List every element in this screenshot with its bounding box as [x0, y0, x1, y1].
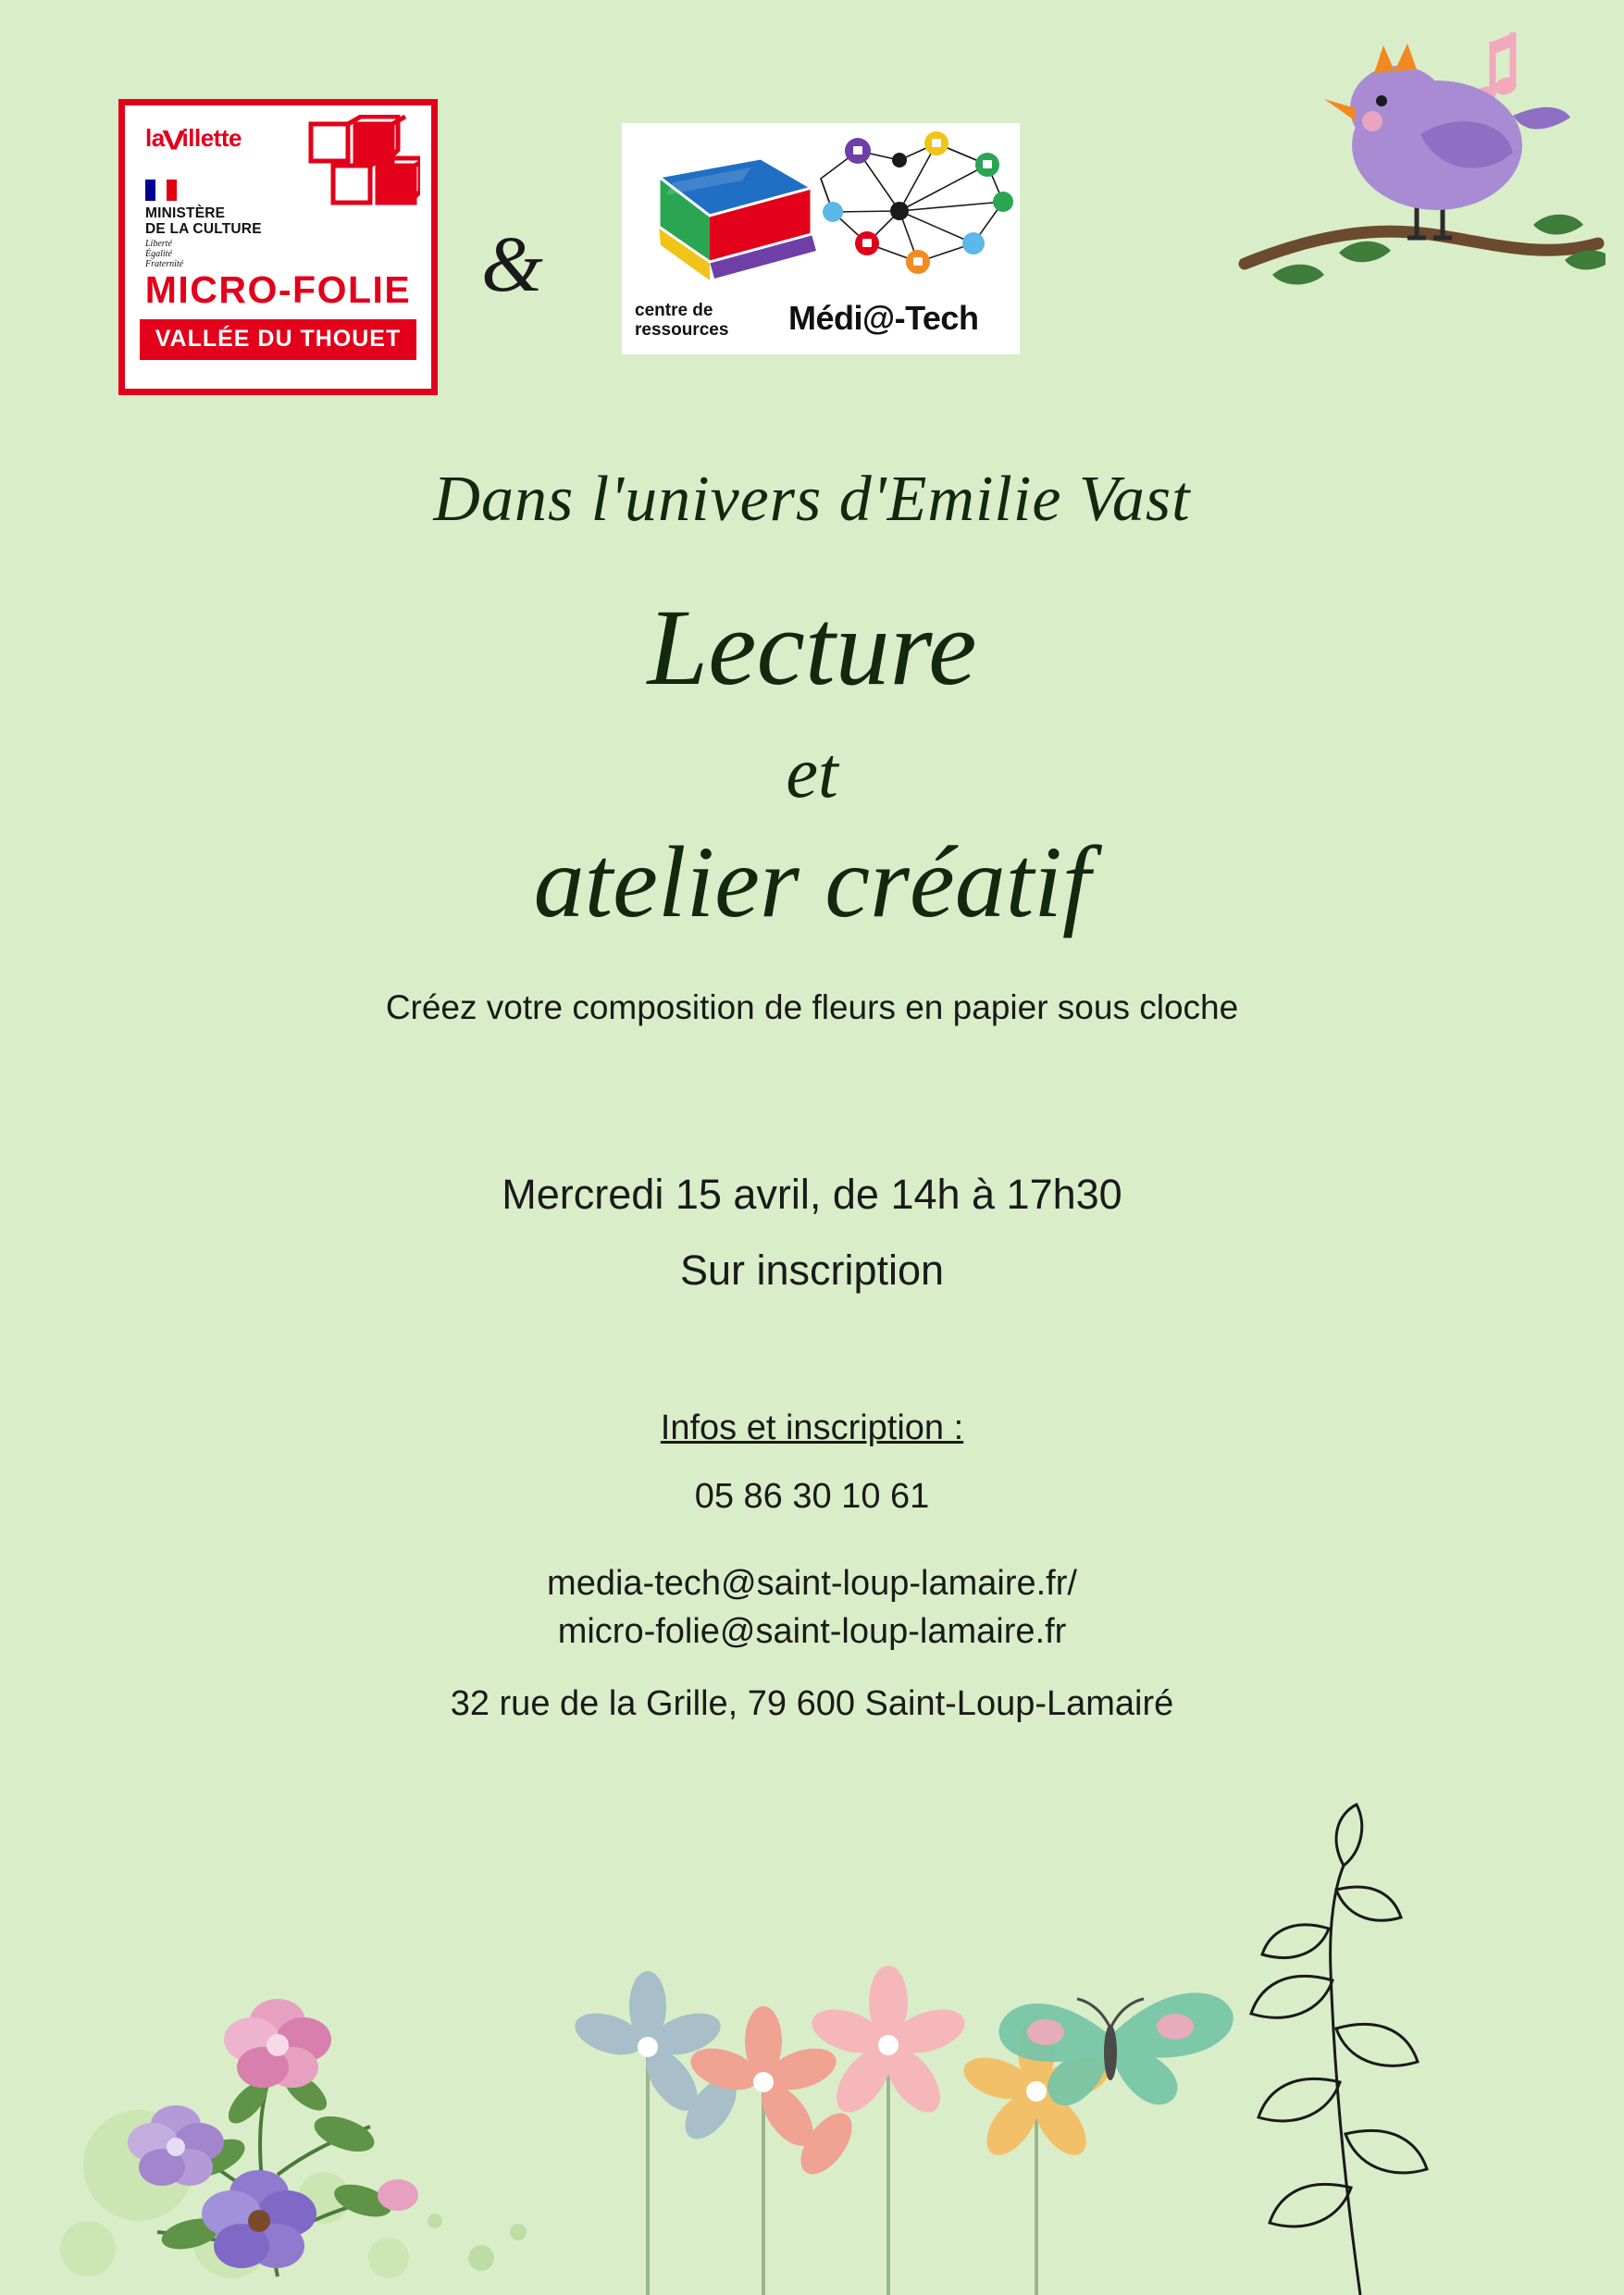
micro-folie-logo [118, 99, 438, 395]
infos-heading-text: Infos et inscription : [660, 1408, 964, 1447]
infos-heading [0, 1408, 1624, 1448]
contact-phone: 05 86 30 10 61 [694, 1477, 930, 1516]
fern-branch-illustration [1251, 1805, 1427, 2295]
page-title-lecture: Lecture [647, 587, 977, 708]
contact-address: 32 rue de la Grille, 79 600 Saint-Loup-Lamairé [450, 1684, 1174, 1723]
ressources-label: ressources [635, 320, 729, 340]
header-logos [0, 88, 1624, 393]
schedule-block [0, 1157, 1624, 1309]
page-title-et: et [786, 732, 838, 813]
daisy-orange [959, 2016, 1115, 2164]
micro-folie-logo-top [140, 118, 416, 176]
contact-email-2: micro-folie@saint-loup-lamaire.fr [557, 1612, 1067, 1651]
butterfly-illustration [998, 1992, 1233, 2105]
daisy-pink [806, 1966, 970, 2122]
micro-folie-title: MICRO-FOLIE [144, 268, 412, 311]
bird-on-branch-illustration [1235, 5, 1605, 393]
page-title-atelier: atelier créatif [533, 825, 1091, 938]
la-villette-wordmark: laVillette [145, 123, 242, 156]
decorative-dots [60, 2110, 409, 2278]
contact-email-1: media-tech@saint-loup-lamaire.fr/ [547, 1564, 1077, 1603]
french-flag-icon [145, 180, 177, 201]
centre-label: centre de [635, 301, 713, 320]
contact-emails [0, 1559, 1624, 1656]
devise-label: Liberté Égalité Fraternité [145, 239, 184, 269]
micro-folie-subtitle: VALLÉE DU THOUET [140, 319, 416, 360]
medi-tech-wordmark [622, 295, 1020, 347]
poster-subtitle: Créez votre composition de fleurs en papier sous cloche [385, 988, 1239, 1026]
daisy-salmon [686, 2006, 862, 2183]
event-date: Mercredi 15 avril, de 14h à 17h30 [502, 1171, 1122, 1218]
registration-note: Sur inscription [679, 1247, 945, 1294]
medi-tech-logo [622, 123, 1020, 354]
footer-decorations [0, 1777, 1624, 2295]
page-title-univers: Dans l'univers d'Emilie Vast [433, 464, 1191, 535]
daisy-flowers [570, 1966, 1115, 2295]
daisy-blue [570, 1971, 747, 2148]
ministere-culture-block [140, 178, 416, 269]
centre-ressources-label [635, 301, 728, 340]
ampersand-separator: & [481, 219, 543, 308]
ministere-label: MINISTÈRE DE LA CULTURE [145, 205, 262, 237]
medi-tech-graphic [622, 123, 1020, 292]
medi-tech-name: Médi@-Tech [788, 299, 979, 337]
flowers-illustration [128, 1999, 418, 2276]
